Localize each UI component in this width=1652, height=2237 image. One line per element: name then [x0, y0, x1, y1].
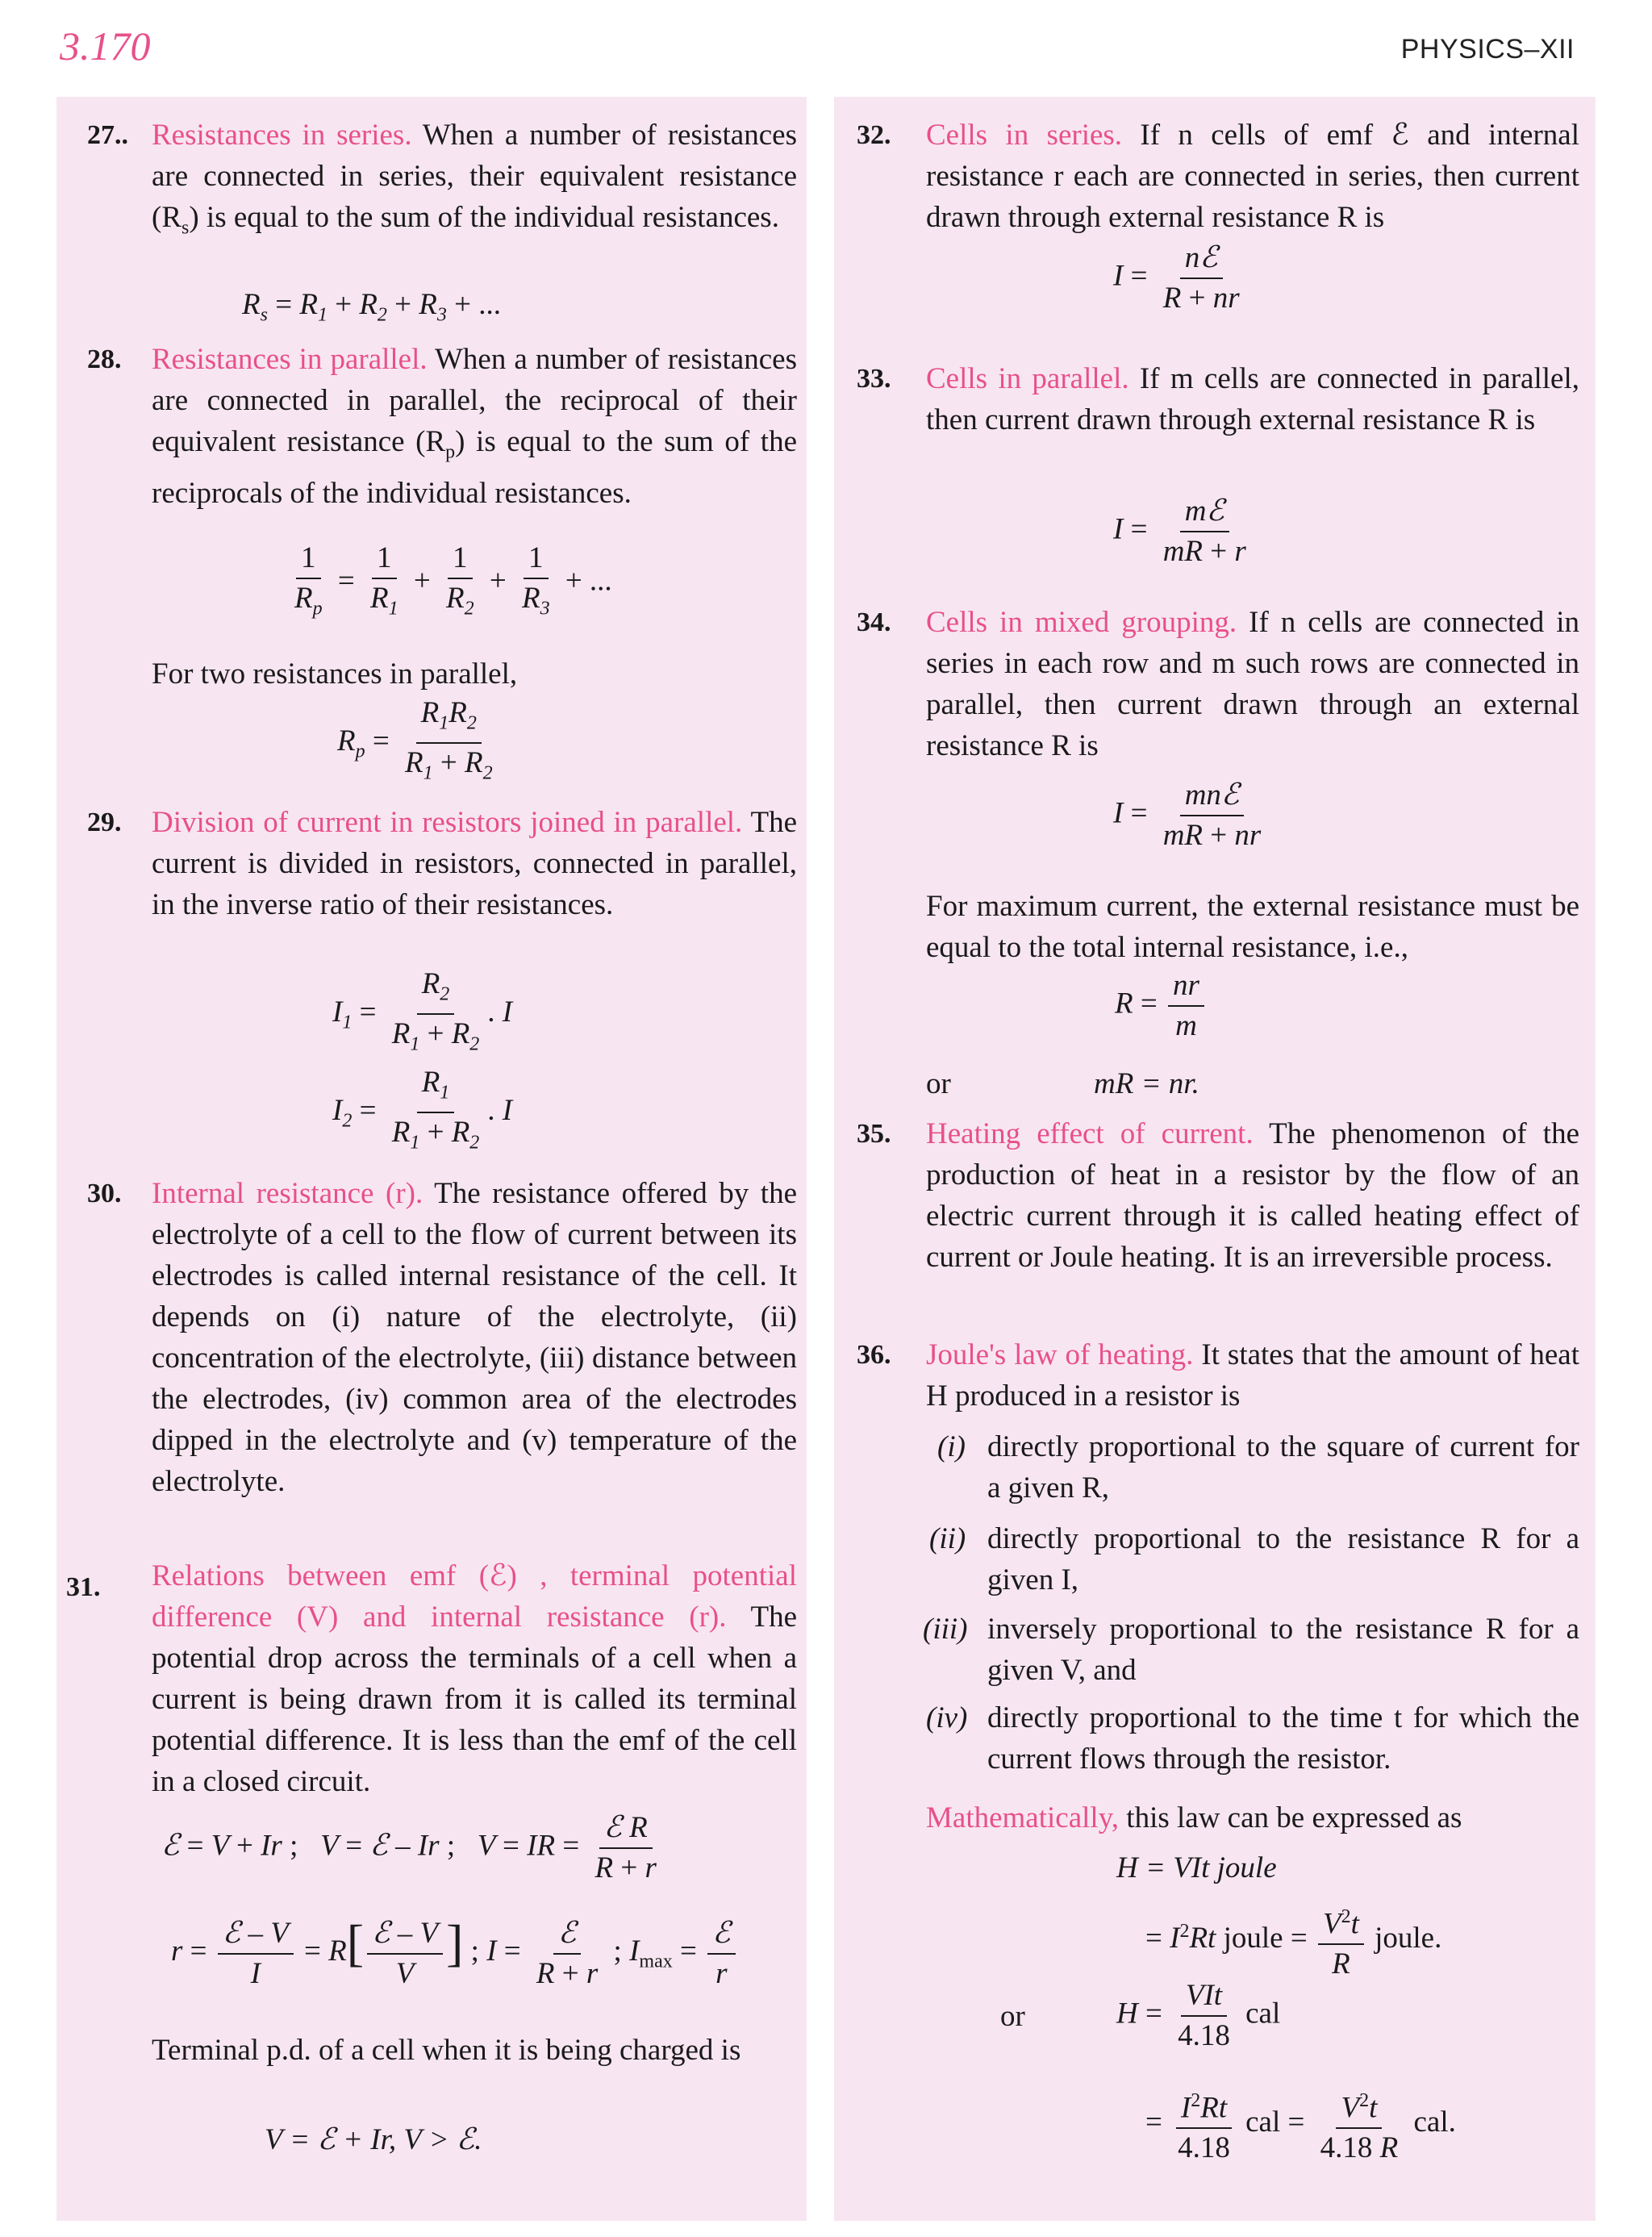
list-text: directly proportional to the resistance R for a given I, [987, 1522, 1579, 1596]
section-27 [87, 115, 797, 248]
section-number: 35. [857, 1119, 891, 1149]
or-text: or [1000, 2000, 1025, 2033]
list-text: inversely proportional to the resistance R for a given V, and [987, 1613, 1579, 1687]
equation-mixed-grouping: I = mnℰ mR + nr [1113, 776, 1269, 855]
section-text: It states that the amount of heat H produced in a resistor is [926, 1338, 1579, 1413]
section-number: 31. [66, 1572, 101, 1602]
or-label-34 [926, 1063, 951, 1104]
equation-i2: $I_2$ = $\frac{R_1}{R_1 + R_2}$ . I [332, 1063, 512, 1162]
section-title: Cells in parallel. [926, 362, 1129, 395]
mathematically-text [926, 1797, 1579, 1838]
section-title: Resistances in series. [152, 119, 412, 152]
equation-parallel: $\frac{1}{R_p}$ = $\frac{1}{R_1}$ + $\frac{1}{R_2}$ + $\frac{1}{R_3}$ + ... [286, 539, 612, 628]
section-text-end: ) is equal to the sum of the reciprocals of the individual resistances. [152, 425, 797, 511]
section-text: When a number of resistances are connected in parallel, the reciprocal of their equivalent resistance (R [152, 343, 797, 458]
mathematically-label: this law can be expressed as [1126, 1801, 1462, 1834]
list-text: directly proportional to the square of current for a given R, [987, 1430, 1579, 1505]
section-29 [87, 802, 797, 925]
section-title: Cells in series. [926, 119, 1123, 152]
list-item [929, 1518, 1579, 1601]
or-label-36 [1000, 1996, 1025, 2037]
list-label: (iv) [926, 1701, 968, 1734]
section-number: 36. [857, 1340, 891, 1370]
two-parallel-label: For two resistances in parallel, [152, 657, 518, 691]
equation-r-nr-m: R = $\frac{nr}{m}$ [1115, 966, 1208, 1045]
subscript: s [181, 217, 190, 239]
max-current-label: For maximum current, the external resistance must be equal to the total internal resistance, i.e., [926, 890, 1579, 964]
section-number: 27.. [87, 120, 128, 150]
section-number: 30. [87, 1179, 122, 1208]
section-text: The phenomenon of the production of heat in a resistor by the flow of an electric current through it is called heating effect of current or Joule heating. It is an irreversible process. [926, 1117, 1579, 1274]
section-number: 34. [857, 607, 891, 637]
equation-cells-parallel: I = mℰ mR + r [1113, 492, 1254, 571]
equation-h-cal: H = VIt 4.18 cal [1116, 1976, 1280, 2055]
section-title: Resistances in parallel. [152, 343, 428, 376]
section-title: Relations between emf (ℰ) , terminal potential difference (V) and internal resistance (r). [152, 1559, 797, 1634]
section-28 [87, 339, 797, 514]
equation-cells-series: I = nℰ R + nr [1113, 239, 1248, 318]
section-text: The resistance offered by the electrolyte of a cell to the flow of current between its electrodes is called internal resistance of the cell. It depends on (i) nature of the electrolyte, (ii) concentration of the electrolyte, (iii) distance between the electrodes, (iv) common area of the electrodes dipped in the electrolyte and (v) temperature of the electrolyte. [152, 1177, 797, 1498]
section-number: 33. [857, 364, 891, 394]
mathematically-title: Mathematically, [926, 1801, 1120, 1834]
section-title: Internal resistance (r). [152, 1177, 423, 1210]
max-current-text [926, 886, 1579, 968]
section-text: If n cells of emf ℰ and internal resistance r each are connected in series, then current drawn through external resistance R is [926, 119, 1579, 234]
section-33 [857, 358, 1579, 440]
charging-text [152, 2030, 797, 2071]
equation-mr-nr: mR = nr. [1094, 1067, 1199, 1100]
section-title: Joule's law of heating. [926, 1338, 1194, 1371]
list-item [926, 1697, 1579, 1780]
subscript: p [445, 441, 456, 463]
section-text-end: ) is equal to the sum of the individual resistances. [189, 201, 779, 234]
list-label: (iii) [923, 1613, 968, 1646]
list-label: (ii) [929, 1522, 966, 1555]
running-head: PHYSICS–XII [1400, 34, 1575, 65]
section-text: If n cells are connected in series in each row and m such rows are connected in parallel, then current drawn through an external resistance R is [926, 606, 1579, 762]
equation-two-parallel: $R_p$ = $\frac{R_1R_2}{R_1 + R_2}$ [337, 694, 501, 793]
section-title: Division of current in resistors joined in parallel. [152, 806, 743, 839]
section-32 [857, 115, 1579, 238]
section-number: 29. [87, 808, 122, 837]
section-number: 32. [857, 120, 891, 150]
section-text: The current is divided in resistors, connected in parallel, in the inverse ratio of their resistances. [152, 806, 797, 921]
page-number: 3.170 [60, 23, 151, 69]
section-title: Cells in mixed grouping. [926, 606, 1237, 639]
section-34 [857, 602, 1579, 766]
equation-h-vit: H = VIt joule [1116, 1851, 1277, 1884]
two-parallel-text [152, 653, 517, 695]
equation-series: $R_s = R_1 + R_2 + R_3$ + ... [242, 288, 502, 326]
list-text: directly proportional to the time t for which the current flows through the resistor. [987, 1701, 1579, 1776]
charging-label: Terminal p.d. of a cell when it is being charged is [152, 2034, 741, 2067]
section-title: Heating effect of current. [926, 1117, 1254, 1150]
section-number: 28. [87, 344, 122, 374]
section-31 [66, 1555, 797, 1802]
section-text: The potential drop across the terminals of a cell when a current is being drawn from it is called its terminal potential difference. It is less than the emf of the cell in a closed circuit. [152, 1601, 797, 1798]
list-label: (i) [937, 1430, 966, 1463]
equation-r-imax: r = ℰ – V I = R[ ℰ – V V ] ; I = ℰ R + r ; $I_{max}$ = ℰ r [171, 1914, 739, 1993]
equation-i1: $I_1$ = $\frac{R_2}{R_1 + R_2}$ . I [332, 965, 512, 1064]
section-text: When a number of resistances are connected in series, their equivalent resistance (R [152, 119, 797, 234]
section-text: If m cells are connected in parallel, then current drawn through external resistance R is [926, 362, 1579, 436]
equation-i2rt: = $I^2Rt$ joule = $\frac{V^2t}{R}$ joule. [1145, 1897, 1441, 1984]
list-item [923, 1609, 1579, 1691]
section-35 [857, 1113, 1579, 1278]
equation-charging: V = ℰ + Ir, V > ℰ. [265, 2123, 482, 2156]
equation-emf-relations: ℰ = V + Ir ; V = ℰ – Ir ; V = IR = ℰ R R + r [161, 1809, 665, 1888]
section-36 [857, 1334, 1579, 1417]
or-text: or [926, 1067, 951, 1100]
section-30 [87, 1173, 797, 1502]
equation-i2rt-cal: = $\frac{I^2Rt}{4.18}$ cal = $\frac{V^2t}{4.18 R}$ cal. [1145, 2081, 1456, 2168]
list-item [937, 1426, 1579, 1509]
